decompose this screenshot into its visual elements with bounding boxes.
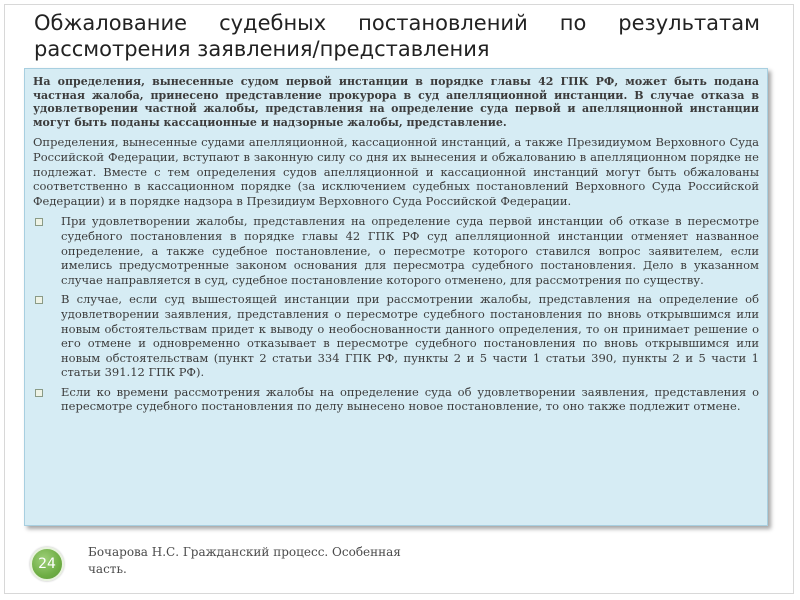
- list-item: [33, 292, 759, 380]
- list-item: [33, 385, 759, 414]
- slide-title: Обжалование судебных постановлений по результатам рассмотрения заявления/представления: [34, 11, 760, 61]
- square-bullet-icon: [35, 389, 43, 397]
- square-bullet-icon: [35, 218, 43, 226]
- main-paragraph: Определения, вынесенные судами апелляционной, кассационной инстанций, а также Президиумом Верховного Суда Российской Федерации, вступают в законную силу со дня их вынесения и обжалованию в апелляционном порядке не подлежат. Вместе с тем определения судов апелляционной и кассационной инстанций могут быть обжалованы соответственно в кассационном порядке (за исключением судебных постановлений Верховного Суда Российской Федерации) и в порядке надзора в Президиум Верховного Суда Российской Федерации.: [33, 135, 759, 208]
- list-item: [33, 214, 759, 287]
- bullet-list: [33, 214, 759, 414]
- intro-paragraph: На определения, вынесенные судом первой инстанции в порядке главы 42 ГПК РФ, может быть подана частная жалоба, принесено представление прокурора в суд апелляционной инстанции. В случае отказа в удовлетворении частной жалобы, представления на определение суда первой и апелляционной инстанции могут быть поданы кассационные и надзорные жалобы, представление.: [33, 75, 759, 129]
- content-box: [24, 68, 768, 526]
- square-bullet-icon: [35, 296, 43, 304]
- bullet-text: При удовлетворении жалобы, представления на определение суда первой инстанции об отказе в пересмотре судебного постановления в порядке главы 42 ГПК РФ суд апелляционной инстанции отменяет названное определение, а также судебное постановление, о пересмотре которого ставился вопрос заявителем, если имелись предусмотренные законом основания для пересмотра судебного постановления. Дело в указанном случае направляется в суд, судебное постановление которого отменено, для рассмотрения по существу.: [61, 214, 759, 287]
- bullet-text: В случае, если суд вышестоящей инстанции при рассмотрении жалобы, представления на определение об удовлетворении заявления, представления о пересмотре судебного постановления по вновь открывшимся или новым обстоятельствам придет к выводу о необоснованности данного определения, то он принимает решение о его отмене и одновременно отказывает в пересмотре судебного постановления по вновь открывшимся или новым обстоятельствам (пункт 2 статьи 334 ГПК РФ, пункты 2 и 5 части 1 статьи 390, пункты 2 и 5 части 1 статьи 391.12 ГПК РФ).: [61, 292, 759, 380]
- page-number-badge: 24: [30, 547, 64, 581]
- footer-text: Бочарова Н.С. Гражданский процесс. Особенная часть.: [88, 545, 401, 576]
- bullet-text: Если ко времени рассмотрения жалобы на определение суда об удовлетворении заявления, представления о пересмотре судебного постановления по делу вынесено новое постановление, то оно также подлежит отмене.: [61, 384, 759, 414]
